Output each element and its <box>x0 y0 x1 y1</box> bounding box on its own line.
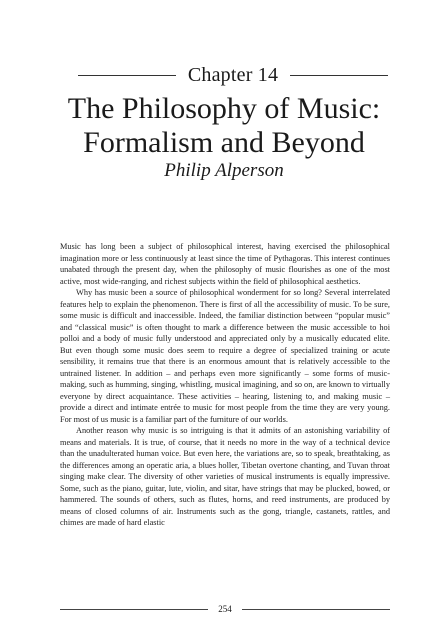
body-text <box>60 241 390 529</box>
chapter-title-line-1: The Philosophy of Music: <box>67 92 381 125</box>
chapter-title-line-2: Formalism and Beyond <box>83 126 365 159</box>
chapter-label: Chapter 14 <box>187 63 279 86</box>
chapter-title <box>0 92 448 160</box>
paragraph-1: Music has long been a subject of philosophical interest, having exercised the philosophical imagination more or less continuously at least since the time of Pythagoras. This interest continues unabated through the present day, when the philosophy of music flourishes as one of the most active, most wide-ranging, and richest subjects within the field of philosophical aesthetics. <box>60 242 390 286</box>
paragraph-3: Another reason why music is so intriguing is that it admits of an astonishing variability of means and materials. It is true, of course, that it needs no more in the way of a technical device than the unadulterated human voice. But even here, the variations are, so to speak, breathtaking, as the differences among an operatic aria, a blues holler, Tibetan overtone chanting, and Tuvan throat singing make clear. The diversity of other varieties of musical instruments is equally impressive. Some, such as the piano, guitar, lute, violin, and sitar, have strings that may be plucked, bowed, or hammered. The sounds of others, such as flutes, horns, and reed instruments, are produced by means of closed columns of air. Instruments such as the gong, triangle, castanets, rattles, and chimes are made of hard elastic <box>60 426 390 527</box>
page-footer <box>60 602 390 616</box>
chapter-rule-right <box>290 75 388 76</box>
author-name: Philip Alperson <box>164 160 284 181</box>
page-number: 254 <box>218 604 232 614</box>
chapter-heading <box>78 63 388 87</box>
footer-rule-left <box>60 609 208 610</box>
footer-rule-right <box>242 609 390 610</box>
paragraph-2: Why has music been a source of philosophical wonderment for so long? Several interrelated features help to explain the phenomenon. There is first of all the accessibility of music. To be sure, some music is difficult and inaccessible. Indeed, the familiar distinction between “popular music” and “classical music” is often thought to mark a difference between the music accessible to hoi polloi and a body of music fully understood and appreciated only by a musically educated elite. But even though some music does seem to require a degree of specialized training or acute sensibility, it remains true that there is an enormous amount that is relatively accessible to the untrained listener. In addition – and perhaps even more significantly – some forms of music-making, such as humming, singing, whistling, musical imagining, and so on, are known to virtually everyone by direct acquaintance. These activities – hearing, listening to, and making music – provide a direct and intimate entrée to music for most people from the time they are very young. For most of us music is a familiar part of the furniture of our worlds. <box>60 288 390 424</box>
chapter-rule-left <box>78 75 176 76</box>
